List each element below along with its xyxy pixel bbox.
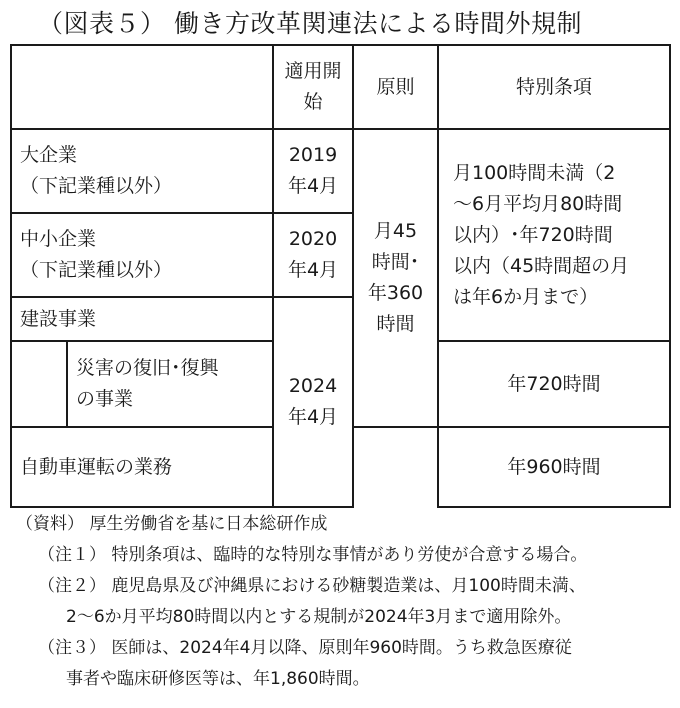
- note-3-line2: 事者や臨床研修医等は、年1,860時間。: [66, 669, 370, 689]
- special-line: 以内）･年720時間: [453, 223, 613, 246]
- applied-date-2019: [273, 129, 353, 213]
- principle-line: 年360: [367, 282, 424, 304]
- special-general-cell: [438, 129, 670, 341]
- special-line: は年6か月まで）: [453, 285, 599, 308]
- special-line: ～6月平均月80時間: [453, 192, 623, 215]
- date-month: 年4月: [287, 259, 339, 281]
- header-special-cell: 特別条項: [438, 45, 670, 129]
- header-applied-line2: 始: [303, 91, 323, 113]
- date-month: 年4月: [287, 175, 339, 197]
- row-label-sme: [11, 213, 273, 297]
- row-name: 中小企業: [20, 228, 97, 250]
- header-applied-cell: [273, 45, 353, 129]
- special-line: 以内（45時間超の月: [453, 254, 630, 277]
- header-category-cell: [11, 45, 273, 129]
- principle-line: 時間: [376, 313, 415, 335]
- overtime-regulation-table: [10, 44, 671, 508]
- header-applied-line1: 適用開: [284, 60, 342, 82]
- table-row-large-company: [11, 129, 670, 213]
- row-name-note: （下記業種以外）: [20, 259, 173, 281]
- notes-block: [16, 509, 676, 695]
- row-name: 災害の復旧･復興: [76, 357, 219, 379]
- header-row: [11, 45, 670, 129]
- principle-line: 時間･: [371, 251, 420, 273]
- indent-spacer: [11, 341, 67, 427]
- source-note: （資料） 厚生労働省を基に日本総研作成: [16, 514, 328, 534]
- row-label-large-company: [11, 129, 273, 213]
- special-line: 月100時間未満（2: [453, 161, 616, 184]
- date-month: 年4月: [287, 406, 339, 428]
- date-year: 2019: [288, 144, 338, 166]
- row-label-construction: 建設事業: [11, 297, 273, 341]
- row-label-disaster: [67, 341, 273, 427]
- special-driving-cell: 年960時間: [438, 427, 670, 507]
- principle-empty-cell: [353, 427, 438, 507]
- note-2-line2: 2～6か月平均80時間以内とする規制が2024年3月まで適用除外。: [66, 607, 572, 627]
- figure-title: （図表５） 働き方改革関連法による時間外規制: [38, 9, 582, 38]
- applied-date-2020: [273, 213, 353, 297]
- note-3-line1: （注３） 医師は、2024年4月以降、原則年960時間。うち救急医療従: [38, 638, 572, 658]
- applied-date-2024: [273, 297, 353, 507]
- header-principle-cell: 原則: [353, 45, 438, 129]
- row-name: の事業: [76, 388, 134, 410]
- note-1: （注１） 特別条項は、臨時的な特別な事情があり労使が合意する場合。: [38, 545, 588, 565]
- row-name-note: （下記業種以外）: [20, 175, 173, 197]
- date-year: 2024: [288, 375, 338, 397]
- row-label-driving: 自動車運転の業務: [11, 427, 273, 507]
- row-name: 大企業: [20, 144, 78, 166]
- note-2-line1: （注２） 鹿児島県及び沖縄県における砂糖製造業は、月100時間未満、: [38, 576, 586, 596]
- principle-line: 月45: [373, 220, 418, 242]
- principle-value-cell: [353, 129, 438, 427]
- date-year: 2020: [288, 228, 338, 250]
- special-disaster-cell: 年720時間: [438, 341, 670, 427]
